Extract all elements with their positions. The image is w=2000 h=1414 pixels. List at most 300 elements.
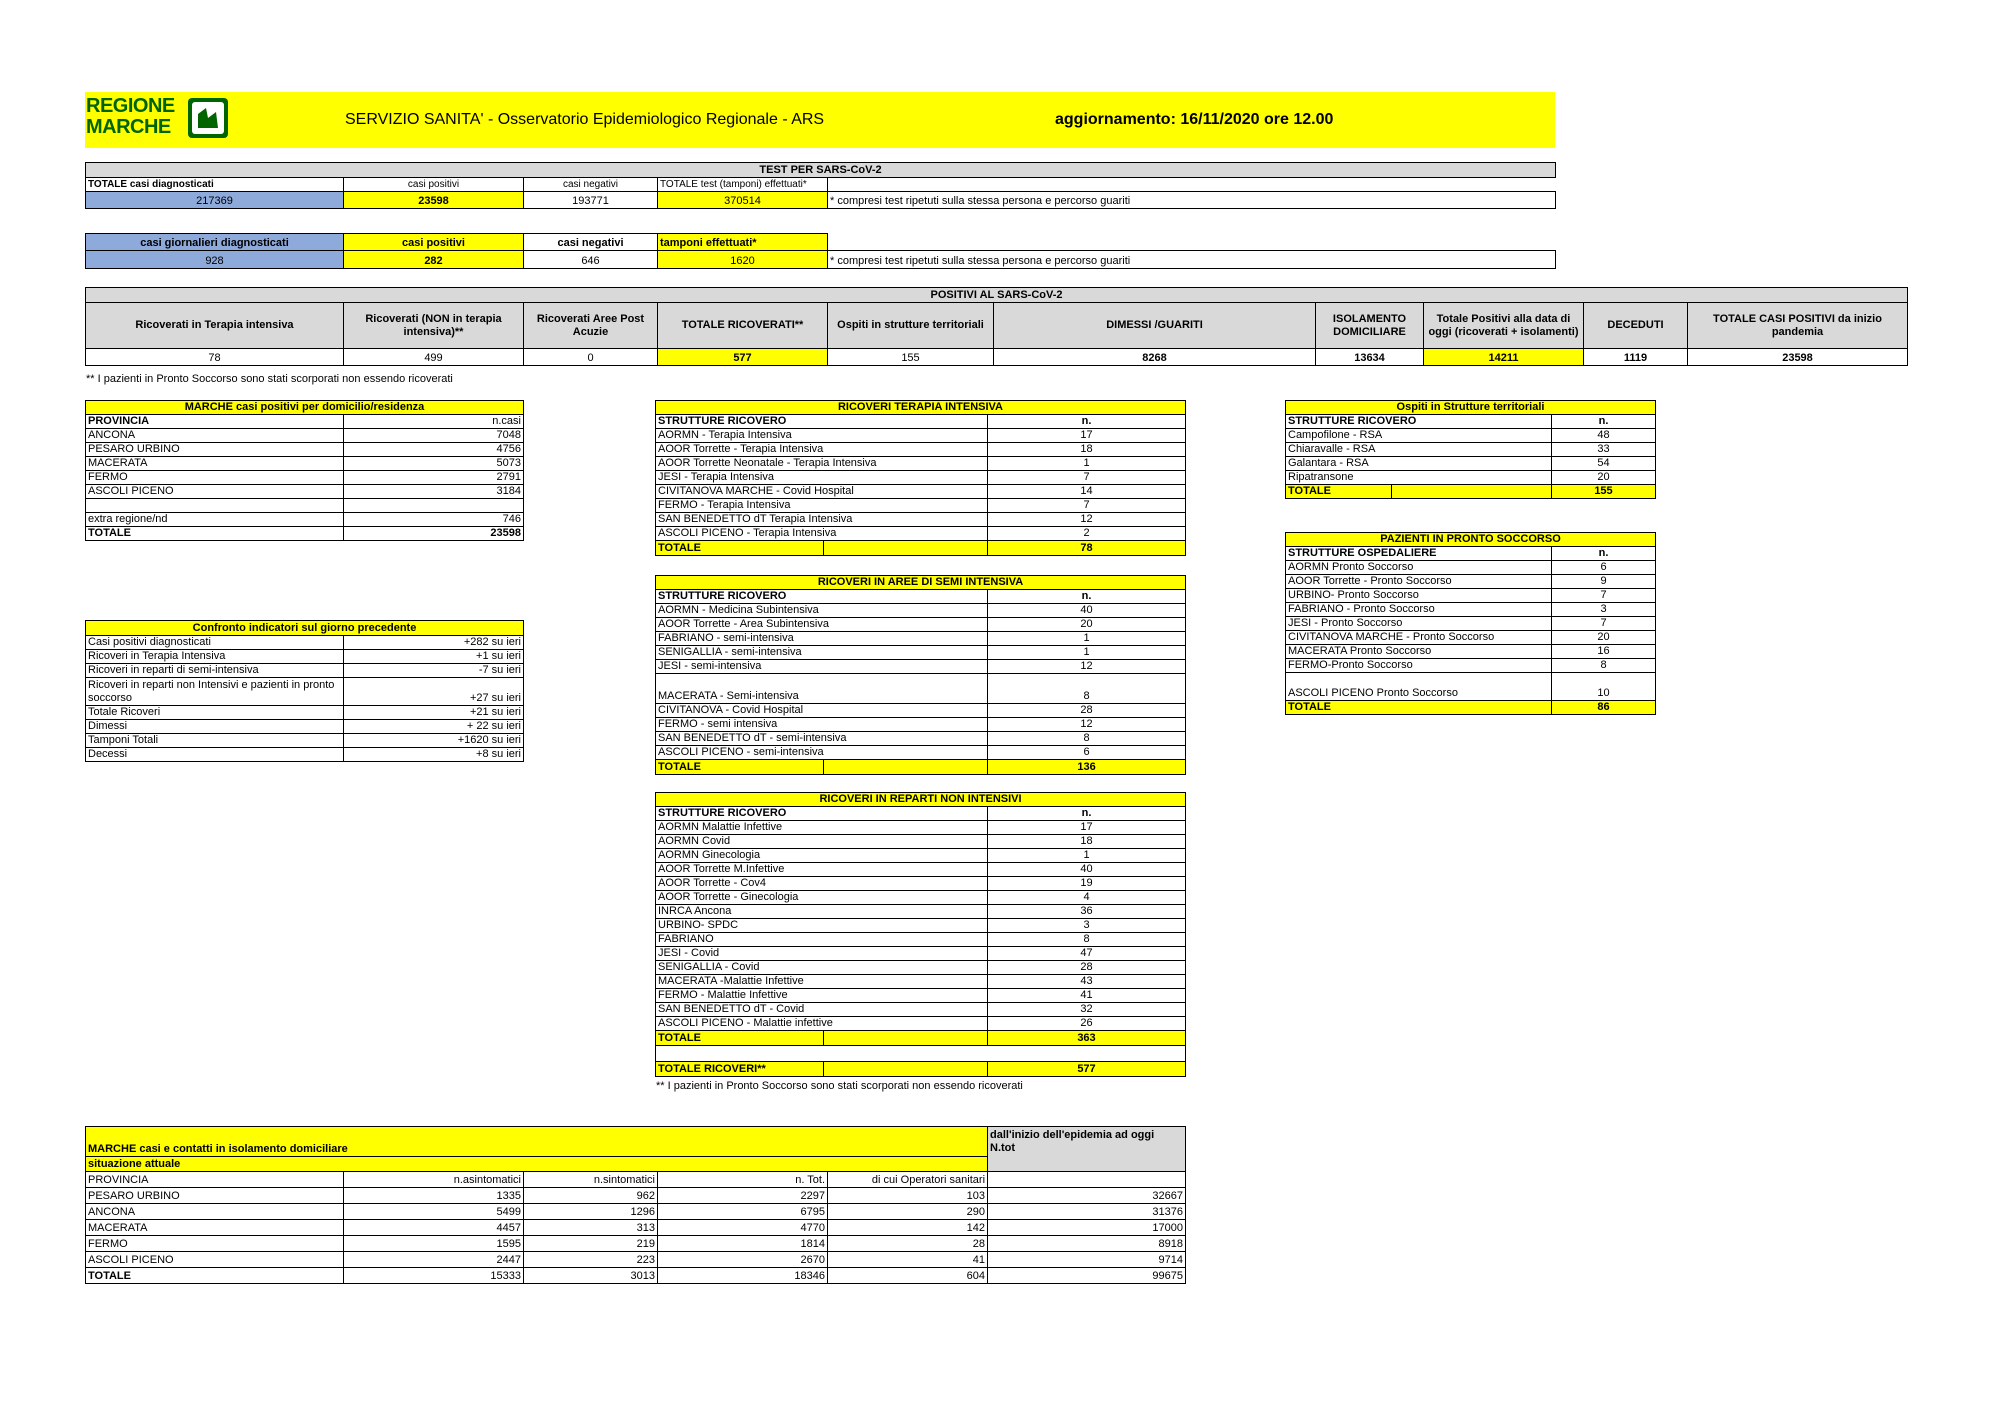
ti-structure-value: 12 [988,513,1186,527]
test-title: TEST PER SARS-CoV-2 [86,163,1556,178]
confronto-name: Decessi [86,748,344,762]
isolamento-header: n.sintomatici [524,1172,658,1188]
ps-structure-name: FERMO-Pronto Soccorso [1286,659,1552,673]
positivi-header: TOTALE CASI POSITIVI da inizio pandemia [1688,303,1908,349]
provincia-name: PESARO URBINO [86,443,344,457]
ni-structure-name: JESI - Covid [656,947,988,961]
test-table [85,162,1556,209]
isolamento-value: 1296 [524,1204,658,1220]
ni-row [656,905,1186,919]
ps-structure-value: 10 [1552,673,1656,701]
provincia-row [86,499,524,513]
ti-header-n: n. [988,415,1186,429]
ospiti-structure-name: Galantara - RSA [1286,457,1552,471]
ni-structure-value: 8 [988,933,1186,947]
ti-structure-value: 14 [988,485,1186,499]
ps-total: 86 [1552,701,1656,715]
ti-structure-value: 1 [988,457,1186,471]
ps-row [1286,617,1656,631]
daily-header-neg: casi negativi [524,234,658,251]
isolamento-value: 2297 [658,1188,828,1204]
ni-structure-value: 26 [988,1017,1186,1031]
provincia-value: 3184 [344,485,524,499]
test-note: * compresi test ripetuti sulla stessa persona e percorso guariti [828,192,1556,209]
si-total-label: TOTALE [656,760,824,775]
positivi-header: ISOLAMENTO DOMICILIARE [1316,303,1424,349]
ni-row [656,933,1186,947]
confronto-row [86,706,524,720]
si-row [656,732,1186,746]
si-row [656,618,1186,632]
positivi-header: Ricoverati Aree Post Acuzie [524,303,658,349]
confronto-row [86,748,524,762]
si-structure-name: ASCOLI PICENO - semi-intensiva [656,746,988,760]
ni-structure-name: AORMN Ginecologia [656,849,988,863]
positivi-value: 78 [86,349,344,366]
provincia-value [344,499,524,513]
ospiti-structure-value: 54 [1552,457,1656,471]
confronto-name: Tamponi Totali [86,734,344,748]
isolamento-value: 1814 [658,1236,828,1252]
si-structure-name: FABRIANO - semi-intensiva [656,632,988,646]
test-header-pos: casi positivi [344,178,524,192]
ti-structure-name: SAN BENEDETTO dT Terapia Intensiva [656,513,988,527]
daily-value-neg: 646 [524,251,658,269]
ti-structure-name: FERMO - Terapia Intensiva [656,499,988,513]
ni-header-str: STRUTTURE RICOVERO [656,807,988,821]
positivi-value: 577 [658,349,828,366]
isolamento-province: PESARO URBINO [86,1188,344,1204]
isolamento-value: 15333 [344,1268,524,1284]
confronto-value: + 22 su ieri [344,720,524,734]
si-row [656,704,1186,718]
test-header-total: TOTALE casi diagnosticati [86,178,344,192]
ps-row [1286,561,1656,575]
ni-row [656,863,1186,877]
ospiti-structure-name: Ripatransone [1286,471,1552,485]
test-value-pos: 23598 [344,192,524,209]
ti-row [656,513,1186,527]
ni-row [656,947,1186,961]
isolamento-value: 142 [828,1220,988,1236]
si-structure-value: 1 [988,646,1186,660]
provincia-name: ASCOLI PICENO [86,485,344,499]
ni-table [655,792,1186,1077]
ti-row [656,471,1186,485]
ti-row [656,527,1186,541]
isolamento-value: 4770 [658,1220,828,1236]
si-structure-name: AOOR Torrette - Area Subintensiva [656,618,988,632]
si-row [656,718,1186,732]
ospiti-header-str: STRUTTURE RICOVERO [1286,415,1552,429]
confronto-row [86,720,524,734]
confronto-value: +1 su ieri [344,650,524,664]
si-row [656,604,1186,618]
isolamento-side-title: dall'inizio dell'epidemia ad oggi [990,1129,1155,1141]
ti-header-str: STRUTTURE RICOVERO [656,415,988,429]
positivi-value: 14211 [1424,349,1584,366]
ni-structure-value: 17 [988,821,1186,835]
positivi-header: Ospiti in strutture territoriali [828,303,994,349]
ni-row [656,919,1186,933]
si-row [656,746,1186,760]
region-logo [86,96,236,144]
si-structure-value: 6 [988,746,1186,760]
ti-structure-value: 17 [988,429,1186,443]
ospiti-row [1286,471,1656,485]
ospiti-title: Ospiti in Strutture territoriali [1286,401,1656,415]
ti-total-empty [824,541,988,556]
si-structure-name: MACERATA - Semi-intensiva [656,674,988,704]
ni-row [656,961,1186,975]
ti-table [655,400,1186,556]
isolamento-subtitle: situazione attuale [86,1157,988,1172]
ps-row [1286,659,1656,673]
ospiti-structure-name: Chiaravalle - RSA [1286,443,1552,457]
ps-row [1286,631,1656,645]
si-header-str: STRUTTURE RICOVERO [656,590,988,604]
confronto-value: +21 su ieri [344,706,524,720]
isolamento-value: 9714 [988,1252,1186,1268]
provincia-name [86,499,344,513]
daily-header-total: casi giornalieri diagnosticati [86,234,344,251]
ni-structure-value: 32 [988,1003,1186,1017]
confronto-row [86,664,524,678]
ps-structure-name: FABRIANO - Pronto Soccorso [1286,603,1552,617]
isolamento-value: 962 [524,1188,658,1204]
ti-structure-name: AOOR Torrette - Terapia Intensiva [656,443,988,457]
positivi-value: 1119 [1584,349,1688,366]
confronto-name: Totale Ricoveri [86,706,344,720]
confronto-row [86,636,524,650]
ti-total-label: TOTALE [656,541,824,556]
confronto-name: Ricoveri in reparti di semi-intensiva [86,664,344,678]
confronto-value: +27 su ieri [344,678,524,706]
si-title: RICOVERI IN AREE DI SEMI INTENSIVA [656,576,1186,590]
ti-row [656,485,1186,499]
positivi-value: 13634 [1316,349,1424,366]
ti-title: RICOVERI TERAPIA INTENSIVA [656,401,1186,415]
ps-header-str: STRUTTURE OSPEDALIERE [1286,547,1552,561]
si-structure-value: 20 [988,618,1186,632]
provincia-name: FERMO [86,471,344,485]
ps-structure-value: 7 [1552,589,1656,603]
ti-structure-name: ASCOLI PICENO - Terapia Intensiva [656,527,988,541]
ni-title: RICOVERI IN REPARTI NON INTENSIVI [656,793,1186,807]
ps-structure-value: 7 [1552,617,1656,631]
ni-structure-name: MACERATA -Malattie Infettive [656,975,988,989]
logo-text-line1: REGIONE [86,95,175,117]
ni-row [656,877,1186,891]
provincia-table [85,400,524,541]
si-total-empty [824,760,988,775]
si-structure-value: 12 [988,660,1186,674]
isolamento-value: 28 [828,1236,988,1252]
ni-row [656,1017,1186,1031]
ni-row [656,1003,1186,1017]
update-timestamp: aggiornamento: 16/11/2020 ore 12.00 [1055,111,1334,128]
service-title [345,111,824,129]
ps-row [1286,673,1656,701]
ni-row [656,891,1186,905]
provincia-title: MARCHE casi positivi per domicilio/residenza [86,401,524,415]
positivi-value: 23598 [1688,349,1908,366]
isolamento-header: PROVINCIA [86,1172,344,1188]
provincia-row [86,513,524,527]
ni-row [656,975,1186,989]
ps-structure-name: MACERATA Pronto Soccorso [1286,645,1552,659]
isolamento-value: 290 [828,1204,988,1220]
daily-value-pos: 282 [344,251,524,269]
confronto-title: Confronto indicatori sul giorno precedente [86,621,524,636]
isolamento-value: 18346 [658,1268,828,1284]
provincia-total-label: TOTALE [86,527,344,541]
provincia-row [86,485,524,499]
isolamento-province: ASCOLI PICENO [86,1252,344,1268]
ti-structure-value: 7 [988,471,1186,485]
isolamento-row [86,1236,1186,1252]
test-value-neg: 193771 [524,192,658,209]
ospiti-structure-value: 48 [1552,429,1656,443]
daily-table [85,233,1556,269]
isolamento-table [85,1126,1186,1284]
isolamento-province: MACERATA [86,1220,344,1236]
isolamento-value: 103 [828,1188,988,1204]
ni-structure-value: 36 [988,905,1186,919]
ps-structure-value: 8 [1552,659,1656,673]
positivi-value: 8268 [994,349,1316,366]
confronto-table [85,620,524,762]
ti-row [656,443,1186,457]
isolamento-province: TOTALE [86,1268,344,1284]
positivi-table [85,287,1908,366]
ti-structure-value: 2 [988,527,1186,541]
provincia-value: 7048 [344,429,524,443]
ps-title: PAZIENTI IN PRONTO SOCCORSO [1286,533,1656,547]
ni-spacer [656,1046,1186,1062]
ti-structure-name: CIVITANOVA MARCHE - Covid Hospital [656,485,988,499]
ni-row [656,849,1186,863]
provincia-row [86,443,524,457]
daily-value-total: 928 [86,251,344,269]
daily-header-pos: casi positivi [344,234,524,251]
daily-header-tamp: tamponi effettuati* [658,234,828,251]
isolamento-value: 2670 [658,1252,828,1268]
si-header-n: n. [988,590,1186,604]
isolamento-value: 313 [524,1220,658,1236]
isolamento-value: 604 [828,1268,988,1284]
ps-structure-name: AORMN Pronto Soccorso [1286,561,1552,575]
isolamento-value: 2447 [344,1252,524,1268]
positivi-header: DIMESSI /GUARITI [994,303,1316,349]
ricoveri-footnote: ** I pazienti in Pronto Soccorso sono stati scorporati non essendo ricoverati [656,1080,1023,1092]
ni-structure-name: FABRIANO [656,933,988,947]
isolamento-value: 219 [524,1236,658,1252]
daily-value-tamp: 1620 [658,251,828,269]
ti-total: 78 [988,541,1186,556]
si-structure-name: FERMO - semi intensiva [656,718,988,732]
isolamento-side-sub: N.tot [990,1142,1016,1154]
isolamento-row [86,1188,1186,1204]
ospiti-structure-value: 33 [1552,443,1656,457]
ps-structure-name: ASCOLI PICENO Pronto Soccorso [1286,673,1552,701]
ti-structure-value: 18 [988,443,1186,457]
isolamento-row [86,1252,1186,1268]
confronto-value: +282 su ieri [344,636,524,650]
ni-structure-value: 43 [988,975,1186,989]
positivi-footnote: ** I pazienti in Pronto Soccorso sono stati scorporati non essendo ricoverati [86,373,453,385]
si-structure-value: 28 [988,704,1186,718]
confronto-row [86,650,524,664]
provincia-name: MACERATA [86,457,344,471]
ni-structure-value: 1 [988,849,1186,863]
ospiti-table [1285,400,1656,499]
ni-total-empty [824,1031,988,1046]
confronto-name: Casi positivi diagnosticati [86,636,344,650]
ps-structure-name: CIVITANOVA MARCHE - Pronto Soccorso [1286,631,1552,645]
si-structure-name: JESI - semi-intensiva [656,660,988,674]
ospiti-row [1286,457,1656,471]
provincia-value: 746 [344,513,524,527]
ni-header-n: n. [988,807,1186,821]
ni-grand-empty [824,1062,988,1077]
logo-text-line2: MARCHE [86,116,171,138]
si-structure-value: 1 [988,632,1186,646]
test-empty [828,178,1556,192]
provincia-value: 5073 [344,457,524,471]
provincia-header-n: n.casi [344,415,524,429]
si-structure-value: 8 [988,732,1186,746]
ps-structure-value: 6 [1552,561,1656,575]
isolamento-value: 223 [524,1252,658,1268]
ti-structure-value: 7 [988,499,1186,513]
ospiti-total-label: TOTALE [1286,485,1392,499]
isolamento-title: MARCHE casi e contatti in isolamento domiciliare [86,1127,988,1157]
si-structure-name: AORMN - Medicina Subintensiva [656,604,988,618]
ni-structure-value: 28 [988,961,1186,975]
isolamento-province: FERMO [86,1236,344,1252]
isolamento-value: 8918 [988,1236,1186,1252]
ti-row [656,499,1186,513]
ospiti-row [1286,443,1656,457]
ni-row [656,835,1186,849]
positivi-header: TOTALE RICOVERATI** [658,303,828,349]
ni-structure-value: 41 [988,989,1186,1003]
provincia-header-name: PROVINCIA [86,415,344,429]
provincia-name: ANCONA [86,429,344,443]
ps-total-label: TOTALE [1286,701,1552,715]
si-row [656,632,1186,646]
confronto-name: Dimessi [86,720,344,734]
isolamento-value: 6795 [658,1204,828,1220]
ospiti-total-empty [1392,485,1552,499]
isolamento-value: 5499 [344,1204,524,1220]
daily-empty [828,234,1556,251]
si-row [656,646,1186,660]
ni-structure-name: AORMN Covid [656,835,988,849]
si-total: 136 [988,760,1186,775]
isolamento-value: 32667 [988,1188,1186,1204]
isolamento-row [86,1220,1186,1236]
ospiti-header-n: n. [1552,415,1656,429]
test-value-total: 217369 [86,192,344,209]
ps-row [1286,645,1656,659]
ps-structure-name: AOOR Torrette - Pronto Soccorso [1286,575,1552,589]
isolamento-value: 3013 [524,1268,658,1284]
ps-structure-value: 3 [1552,603,1656,617]
positivi-value: 499 [344,349,524,366]
isolamento-value: 1595 [344,1236,524,1252]
service-detail: - Osservatorio Epidemiologico Regionale - ARS [483,111,825,128]
isolamento-header [988,1172,1186,1188]
ps-structure-name: JESI - Pronto Soccorso [1286,617,1552,631]
isolamento-header: di cui Operatori sanitari [828,1172,988,1188]
ps-row [1286,603,1656,617]
ospiti-structure-name: Campofilone - RSA [1286,429,1552,443]
si-structure-value: 12 [988,718,1186,732]
ps-header-n: n. [1552,547,1656,561]
isolamento-row [86,1268,1186,1284]
ni-structure-name: AOOR Torrette - Cov4 [656,877,988,891]
positivi-header: Ricoverati in Terapia intensiva [86,303,344,349]
positivi-header: Totale Positivi alla data di oggi (ricoverati + isolamenti) [1424,303,1584,349]
isolamento-value: 41 [828,1252,988,1268]
isolamento-header: n. Tot. [658,1172,828,1188]
isolamento-header: n.asintomatici [344,1172,524,1188]
confronto-value: +1620 su ieri [344,734,524,748]
ni-structure-name: AORMN Malattie Infettive [656,821,988,835]
ps-structure-value: 16 [1552,645,1656,659]
ni-grand-total: 577 [988,1062,1186,1077]
ni-structure-name: INRCA Ancona [656,905,988,919]
si-structure-name: CIVITANOVA - Covid Hospital [656,704,988,718]
ni-grand-label: TOTALE RICOVERI** [656,1062,824,1077]
ospiti-row [1286,429,1656,443]
ni-structure-value: 40 [988,863,1186,877]
provincia-name: extra regione/nd [86,513,344,527]
ti-row [656,457,1186,471]
ni-structure-name: FERMO - Malattie Infettive [656,989,988,1003]
ni-total: 363 [988,1031,1186,1046]
si-structure-name: SENIGALLIA - semi-intensiva [656,646,988,660]
isolamento-province: ANCONA [86,1204,344,1220]
provincia-row [86,471,524,485]
service-name: SERVIZIO SANITA' [345,111,484,128]
ni-structure-value: 47 [988,947,1186,961]
si-row [656,660,1186,674]
si-row [656,674,1186,704]
positivi-header: DECEDUTI [1584,303,1688,349]
isolamento-value: 4457 [344,1220,524,1236]
ps-table [1285,532,1656,715]
ospiti-total: 155 [1552,485,1656,499]
daily-note: * compresi test ripetuti sulla stessa persona e percorso guariti [828,251,1556,269]
ni-row [656,989,1186,1003]
ni-structure-value: 19 [988,877,1186,891]
ni-structure-name: SENIGALLIA - Covid [656,961,988,975]
ps-structure-name: URBINO- Pronto Soccorso [1286,589,1552,603]
ps-structure-value: 9 [1552,575,1656,589]
ps-row [1286,589,1656,603]
isolamento-row [86,1204,1186,1220]
isolamento-value: 31376 [988,1204,1186,1220]
test-header-neg: casi negativi [524,178,658,192]
ni-structure-name: AOOR Torrette M.Infettive [656,863,988,877]
isolamento-value: 99675 [988,1268,1186,1284]
ni-total-label: TOTALE [656,1031,824,1046]
provincia-value: 2791 [344,471,524,485]
confronto-value: +8 su ieri [344,748,524,762]
